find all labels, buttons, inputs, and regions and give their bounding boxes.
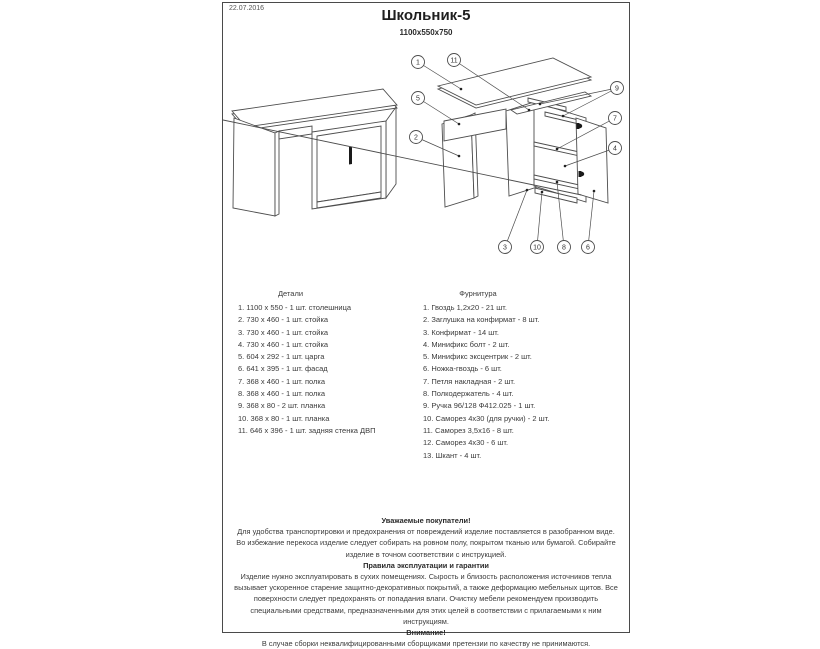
hardware-item: 9. Ручка 96/128 Ф412.025 - 1 шт. <box>423 401 536 411</box>
hardware-list <box>423 302 549 462</box>
hardware-list-heading: Фурнитура <box>459 289 497 298</box>
svg-text:7: 7 <box>613 115 617 123</box>
hardware-item: 10. Саморез 4x30 (для ручки) - 2 шт. <box>423 413 550 423</box>
part-item: 1. 1100 x 550 - 1 шт. столешница <box>238 303 352 312</box>
svg-text:3: 3 <box>503 244 507 252</box>
dimensions-label: 1100x550x750 <box>399 28 453 37</box>
svg-text:2: 2 <box>414 134 418 142</box>
callout-6 <box>582 241 595 254</box>
hardware-item: 8. Полкодержатель - 4 шт. <box>423 389 514 399</box>
instruction-sheet <box>222 2 630 649</box>
callout-11 <box>448 54 461 67</box>
notice-warning-text: В случае сборки неквалифицированными сборщиками претензии по качеству не принимаются. <box>261 639 591 649</box>
hardware-item: 4. Минификс болт - 2 шт. <box>423 339 510 349</box>
callout-3 <box>499 241 512 254</box>
hardware-item: 7. Петля накладная - 2 шт. <box>423 376 516 386</box>
part-item: 3. 730 x 460 - 1 шт. стойка <box>238 327 329 337</box>
notice-rules-title: Правила эксплуатации и гарантии <box>363 560 489 570</box>
date-label: 22.07.2016 <box>229 5 265 12</box>
callout-5 <box>412 92 425 105</box>
callout-7 <box>609 112 622 125</box>
hardware-item: 12. Саморез 4x30 - 6 шт. <box>423 438 509 448</box>
hardware-item: 13. Шкант - 4 шт. <box>423 450 482 460</box>
assembly-diagrams <box>223 46 631 261</box>
assembled-desk-drawing <box>232 89 397 216</box>
notice-warning-title: Внимание! <box>406 628 446 638</box>
hardware-item: 11. Саморез 3,5x16 - 8 шт. <box>423 425 514 435</box>
svg-text:8: 8 <box>562 244 566 252</box>
notice-greeting-title: Уважаемые покупатели! <box>381 516 471 525</box>
notice-paragraph-care: Изделие нужно эксплуатировать в сухих помещениях. Сырость и близость расположения источников тепла вызывает ускоренное старение защитно-декоративных покрытий, а также деформацию мебельных щитов. Все поверхности следует предохранять от попадания влаги. Очистку мебели рекомендуем производить специальными средствами, предназначенными для этих целей в соответствии с прилагаемыми к ним инструкциям. <box>234 572 618 626</box>
part-item: 10. 368 x 80 - 1 шт. планка <box>238 413 330 423</box>
parts-list <box>238 302 376 437</box>
callout-9 <box>611 82 624 95</box>
part-item: 6. 641 x 395 - 1 шт. фасад <box>238 364 328 374</box>
part-item: 9. 368 x 80 - 2 шт. планка <box>238 401 326 411</box>
callout-4 <box>609 142 622 155</box>
part-item: 4. 730 x 460 - 1 шт. стойка <box>238 339 329 349</box>
page-title: Школьник-5 <box>381 7 471 24</box>
callout-2 <box>410 131 423 144</box>
customer-notice <box>233 515 619 649</box>
door-handle <box>349 147 352 165</box>
svg-text:11: 11 <box>450 57 458 65</box>
hardware-item: 5. Минификс эксцентрик - 2 шт. <box>423 352 532 362</box>
notice-paragraph-transport: Для удобства транспортировки и предохранения от повреждений изделие поставляется в разобранном виде. Во избежание перекоса изделие следует собирать на ровном полу, покрытом тканью или бумагой. Собирайте изделие в точном соответствии с инструкцией. <box>236 527 616 559</box>
parts-list-heading: Детали <box>277 289 304 298</box>
part-item: 11. 646 x 396 - 1 шт. задняя стенка ДВП <box>238 425 376 435</box>
part-item: 8. 368 x 460 - 1 шт. полка <box>238 389 326 399</box>
hardware-item: 1. Гвоздь 1,2x20 - 21 шт. <box>423 303 507 312</box>
part-item: 7. 368 x 460 - 1 шт. полка <box>238 376 326 386</box>
callout-10 <box>531 241 544 254</box>
part-item: 5. 604 x 292 - 1 шт. царга <box>238 352 325 362</box>
hardware-item: 3. Конфирмат - 14 шт. <box>423 327 499 337</box>
svg-text:6: 6 <box>586 244 590 252</box>
part-item: 2. 730 x 460 - 1 шт. стойка <box>238 315 329 325</box>
svg-text:1: 1 <box>416 59 420 67</box>
svg-text:10: 10 <box>533 244 541 252</box>
svg-text:9: 9 <box>615 85 619 93</box>
svg-text:5: 5 <box>416 95 420 103</box>
callout-8 <box>558 241 571 254</box>
svg-text:4: 4 <box>613 145 617 153</box>
hardware-item: 2. Заглушка на конфирмат - 8 шт. <box>423 315 540 325</box>
callout-1 <box>412 56 425 69</box>
hardware-item: 6. Ножка-гвоздь - 6 шт. <box>423 364 502 374</box>
